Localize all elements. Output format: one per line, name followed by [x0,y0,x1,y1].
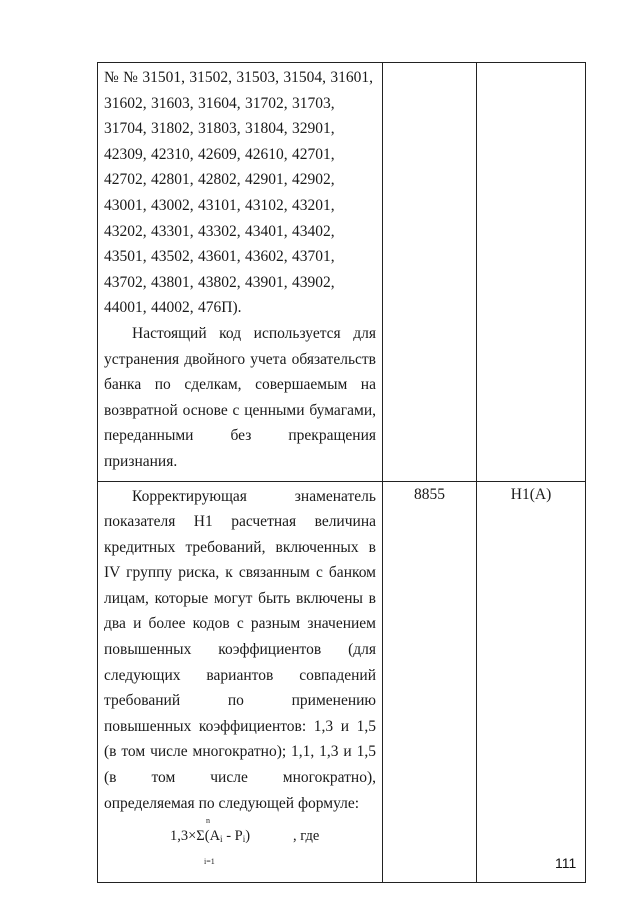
table-row [98,481,586,883]
code-cell: 8855 [383,481,477,883]
sum-lower-limit: i=1 [204,857,215,867]
formula [104,816,376,876]
indicator-cell: Н1(А) [477,481,586,883]
indicator-description: Корректирующая знаменатель показателя Н1 расчетная величина кредитных требований, включенных в IV группу риска, к связанным с банком лицам, которые могут быть включены в два и более кодов с разным значением повышенных коэффициентов (для следующих вариантов совпадений требований по применению повышенных коэффициентов: 1,3 и 1,5 (в том числе многократно); 1,1, 1,3 и 1,5 (в том числе многократно), определяемая по следующей формуле: [104,487,376,812]
codes-table [97,62,586,883]
formula-expression: $1,3\times\Sigma(A_i - P_i)$ [170,828,251,845]
description-cell [98,481,383,883]
page-number: 111 [555,855,577,871]
account-codes-list: № № 31501, 31502, 31503, 31504, 31601, 31602, 31603, 31604, 31702, 31703, 31704, 31802, 31803, 31804, 32901, 42309, 42310, 42609, 42610, 42701, 42702, 42801, 42802, 42901, 42902, 43001, 43002, 43101, 43102, 43201, 43202, 43301, 43302, 43401, 43402, 43501, 43502, 43601, 43602, 43701, 43702, 43801, 43802, 43901, 43902, 44001, 44002, 476П). [104,69,373,317]
indicator-cell [477,63,586,482]
table-row [98,63,586,482]
formula-where-text: , где [293,828,320,845]
code-usage-note: Настоящий код используется для устранения двойного учета обязательств банка по сделкам, совершаемым на возвратной основе с ценными бумагами, переданными без прекращения признания. [104,324,376,470]
code-cell [383,63,477,482]
sum-upper-limit: n [206,816,210,826]
description-cell [98,63,383,482]
